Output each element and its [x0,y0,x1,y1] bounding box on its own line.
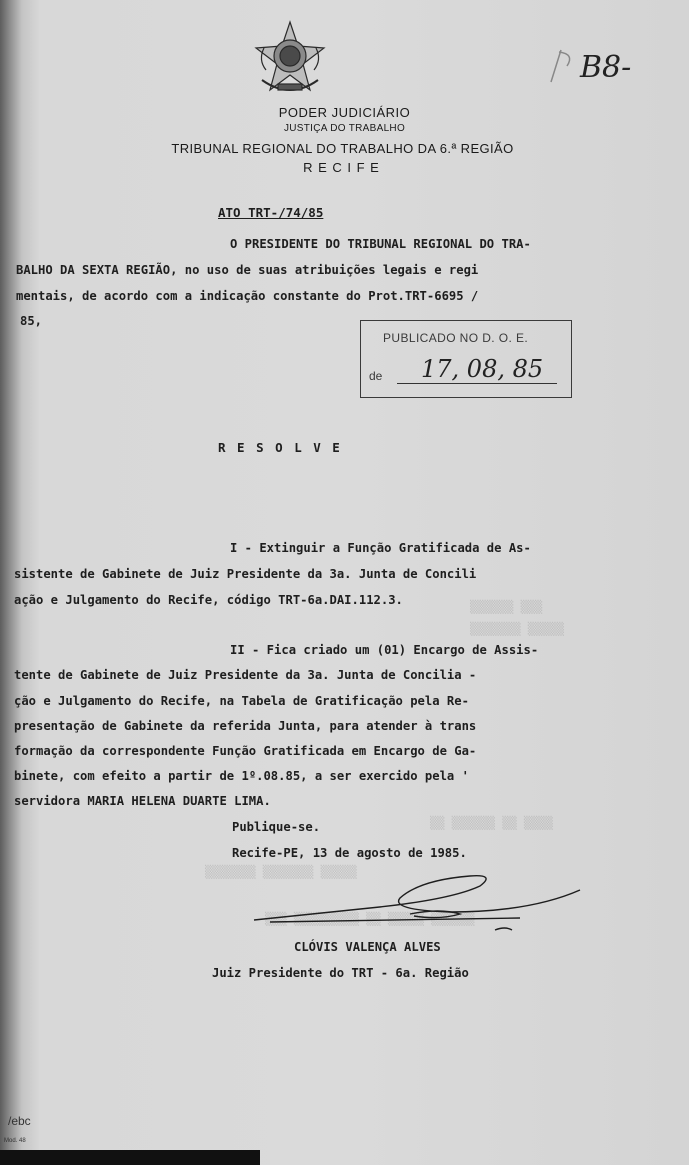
item-1-line: ação e Julgamento do Recife, código TRT-6a.DAI.112.3. [14,593,403,607]
preamble-line: BALHO DA SEXTA REGIÃO, no uso de suas atribuições legais e regi [16,263,479,277]
preamble-line: 85, [20,314,43,328]
handwritten-signature [250,868,590,948]
letterhead-justice: JUSTIÇA DO TRABALHO [283,123,406,134]
pencil-mark [545,46,581,86]
bleed-through-text: ▒▒▒▒▒▒ ▒▒▒ [470,600,543,614]
bleed-through-text: ▒▒▒▒▒▒▒ ▒▒▒▒▒▒▒ ▒▒▒▒▒ [205,865,357,879]
item-2-line: presentação de Gabinete da referida Junta, para atender à trans [14,719,477,733]
stamp-date-prefix: de [369,369,383,383]
preamble-line: O PRESIDENTE DO TRIBUNAL REGIONAL DO TRA- [230,237,531,251]
item-2-line: II - Fica criado um (01) Encargo de Assis- [230,643,539,657]
publication-stamp [360,320,572,398]
stamp-date-line [397,383,557,384]
item-2-line: formação da correspondente Função Gratificada em Encargo de Ga- [14,744,477,758]
bleed-through-text: ▒▒▒ ▒▒▒▒▒▒▒▒▒ ▒▒ ▒▒▒▒▒ ▒▒▒▒▒▒ [265,912,475,926]
item-2-line: binete, com efeito a partir de 1º.08.85, a ser exercido pela ' [14,769,469,783]
item-2-line: ção e Julgamento do Recife, na Tabela de Gratificação pela Re- [14,694,469,708]
item-2-line: tente de Gabinete de Juiz Presidente da 3a. Junta de Concilia - [14,668,477,682]
place-and-date: Recife-PE, 13 de agosto de 1985. [232,846,467,860]
letterhead-tribunal: TRIBUNAL REGIONAL DO TRABALHO DA 6.ª REGIÃO [171,141,514,156]
scan-edge-stripe [0,1150,260,1165]
preamble-line: mentais, de acordo com a indicação constante do Prot.TRT-6695 / [16,289,479,303]
act-title: ATO TRT-/74/85 [218,205,324,220]
stamp-label: PUBLICADO NO D. O. E. [383,331,529,345]
letterhead-power: PODER JUDICIÁRIO [278,105,411,120]
item-1-line: I - Extinguir a Função Gratificada de As- [230,541,531,555]
typist-initials: /ebc [8,1114,31,1128]
signer-title: Juiz Presidente do TRT - 6a. Região [212,966,469,980]
signer-name: CLÓVIS VALENÇA ALVES [294,940,441,954]
form-code: Mod. 48 [4,1138,26,1144]
bleed-through-text: ▒▒▒▒▒▒▒ ▒▒▒▒▒ [470,622,564,636]
bleed-through-text: ▒▒ ▒▒▒▒▒▒ ▒▒ ▒▒▒▒ [430,816,553,830]
letterhead-city: R E C I F E [303,160,380,175]
handwritten-folio-number: B8- [580,50,632,85]
stamp-handwritten-date: 17, 08, 85 [421,355,544,383]
coat-of-arms-emblem [252,20,328,98]
publish-closing: Publique-se. [232,820,321,834]
item-1-line: sistente de Gabinete de Juiz Presidente da 3a. Junta de Concili [14,567,477,581]
resolve-heading: R E S O L V E [218,440,342,455]
item-2-line: servidora MARIA HELENA DUARTE LIMA. [14,794,271,808]
